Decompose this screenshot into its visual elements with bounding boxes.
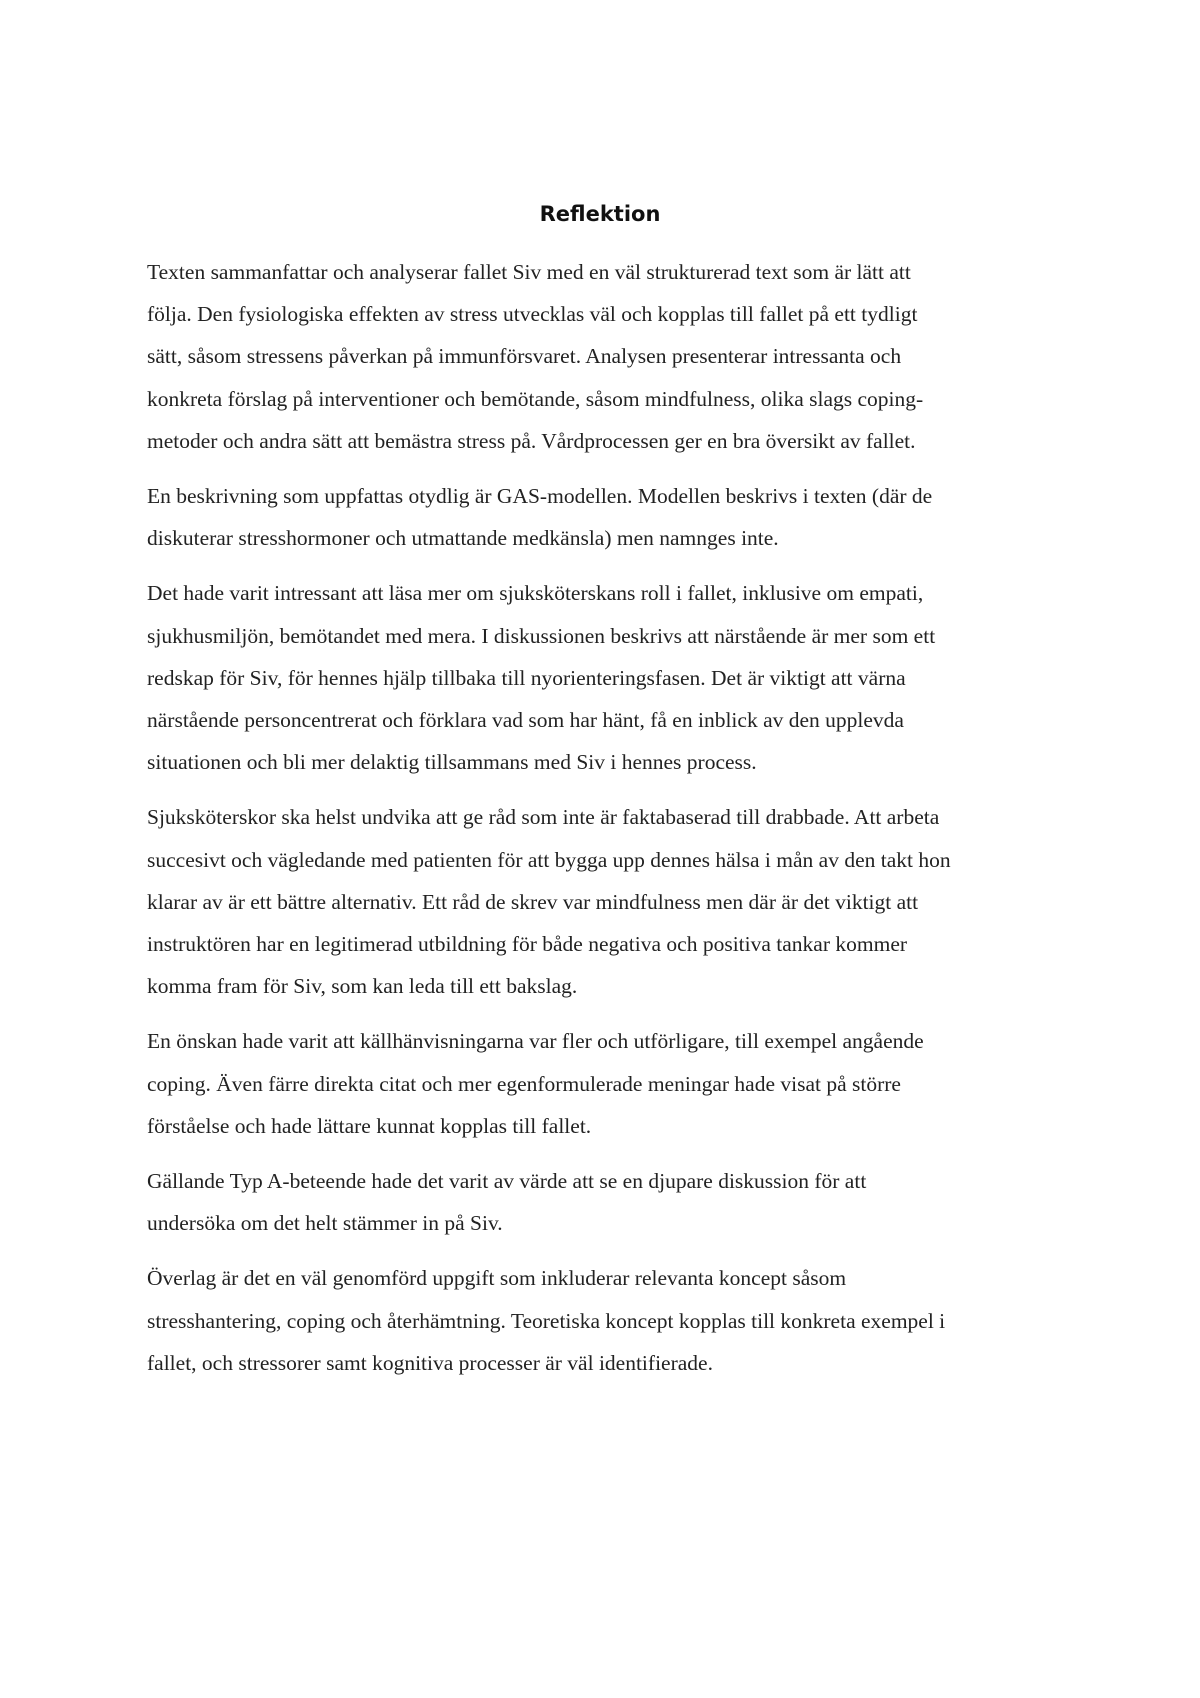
paragraph-advice: Sjuksköterskor ska helst undvika att ge råd som inte är faktabaserad till drabbade. Att arbeta succesivt och vägledande med patienten för att bygga upp dennes hälsa i mån av den takt hon klarar av är ett bättre alternativ. Ett råd de skrev var mindfulness men där är det viktigt att instruktören har en legitimerad utbildning för både negativa och positiva tankar kommer komma fram för Siv, som kan leda till ett bakslag.: [147, 805, 951, 999]
paragraph-nurse-role: Det hade varit intressant att läsa mer om sjuksköterskans roll i fallet, inklusive om empati, sjukhusmiljön, bemötandet med mera. I diskussionen beskrivs att närstående är mer som ett redskap för Siv, för hennes hjälp tillbaka till nyorienteringsfasen. Det är viktigt att värna närstående personcentrerat och förklara vad som har hänt, få en inblick av den upplevda situationen och bli mer delaktig tillsammans med Siv i hennes process.: [147, 581, 936, 775]
paragraph-conclusion: Överlag är det en väl genomförd uppgift som inkluderar relevanta koncept såsom stresshantering, coping och återhämtning. Teoretiska koncept kopplas till konkreta exempel i fallet, och stressorer samt kognitiva processer är väl identifierade.: [147, 1266, 946, 1375]
document-title: Reflektion: [539, 202, 661, 226]
document-body: [147, 251, 1069, 1397]
paragraph-type-a: Gällande Typ A-beteende hade det varit av värde att se en djupare diskussion för att undersöka om det helt stämmer in på Siv.: [147, 1169, 867, 1236]
paragraph-gas-model: En beskrivning som uppfattas otydlig är GAS-modellen. Modellen beskrivs i texten (där de diskuterar stresshormoner och utmattande medkänsla) men namnges inte.: [147, 484, 933, 551]
paragraph-references: En önskan hade varit att källhänvisningarna var fler och utförligare, till exempel angående coping. Även färre direkta citat och mer egenformulerade meningar hade visat på större förståelse och hade lättare kunnat kopplas till fallet.: [147, 1029, 924, 1138]
paragraph-summary: Texten sammanfattar och analyserar fallet Siv med en väl strukturerad text som är lätt att följa. Den fysiologiska effekten av stress utvecklas väl och kopplas till fallet på ett tydligt sätt, såsom stressens påverkan på immunförsvaret. Analysen presenterar intressanta och konkreta förslag på interventioner och bemötande, såsom mindfulness, olika slags coping- metoder och andra sätt att bemästra stress på. Vårdprocessen ger en bra översikt av fallet.: [147, 260, 924, 453]
